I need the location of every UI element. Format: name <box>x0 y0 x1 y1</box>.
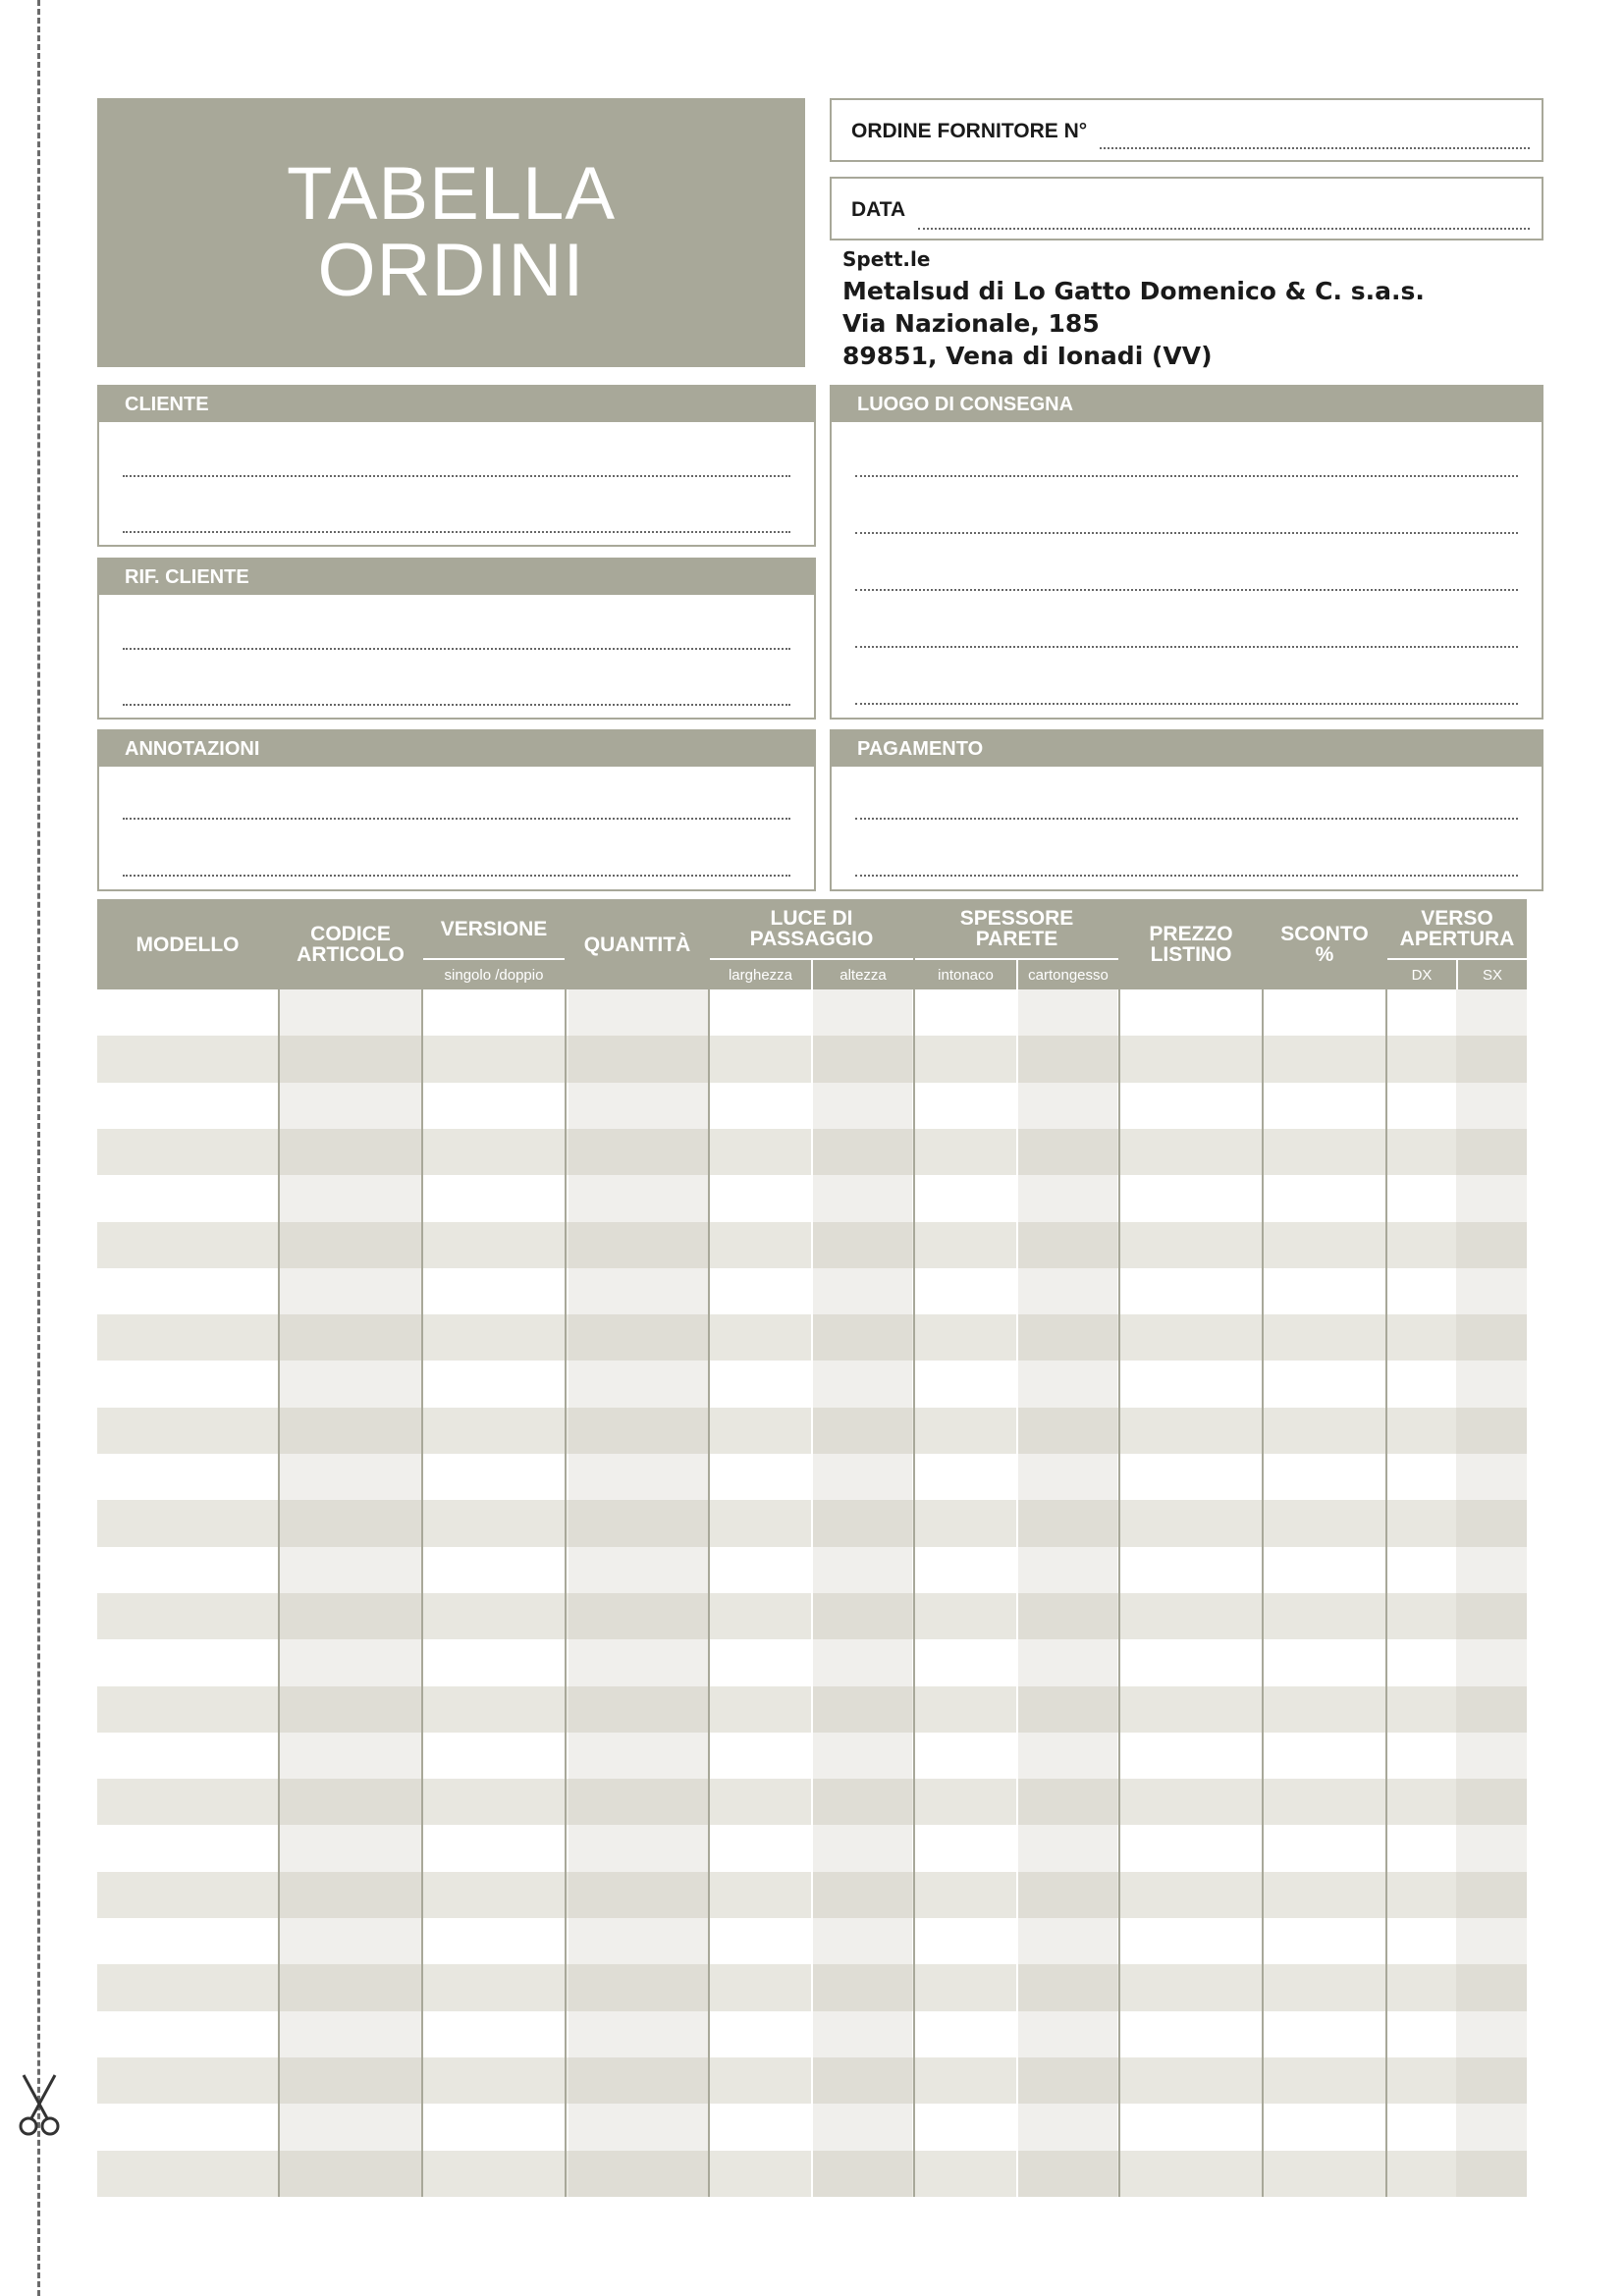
luogo-consegna-header <box>832 387 1542 422</box>
scissors-icon <box>18 2073 61 2138</box>
data-field[interactable] <box>830 177 1543 240</box>
header-versione: VERSIONE <box>423 899 565 958</box>
header-sconto: SCONTO % <box>1264 899 1385 989</box>
header-split <box>1387 958 1527 960</box>
cliente-header <box>99 387 814 422</box>
column-divider <box>278 899 280 2197</box>
pagamento-line <box>855 818 1518 820</box>
annotazioni-panel[interactable] <box>97 729 816 891</box>
header-split <box>710 958 913 960</box>
header-prezzo-listino: PREZZO LISTINO <box>1120 899 1262 989</box>
column-divider <box>565 899 567 2197</box>
city-address: 89851, Vena di Ionadi (VV) <box>842 342 1213 370</box>
luogo-consegna-line <box>855 532 1518 534</box>
luogo-consegna-line <box>855 475 1518 477</box>
column-divider <box>708 899 710 2197</box>
luogo-consegna-line <box>855 646 1518 648</box>
column-divider <box>1118 899 1120 2197</box>
header-cartongesso: cartongesso <box>1018 960 1118 989</box>
title-line-1: TABELLA <box>286 152 617 236</box>
company-name: Metalsud di Lo Gatto Domenico & C. s.a.s. <box>842 277 1425 305</box>
salutation: Spett.le <box>842 247 931 271</box>
subcolumn-divider <box>1016 960 1018 2197</box>
pagamento-label: PAGAMENTO <box>857 738 984 760</box>
title-line-2: ORDINI <box>317 229 585 312</box>
subcolumn-divider <box>1456 960 1458 989</box>
order-table <box>97 899 1527 2197</box>
header-intonaco: intonaco <box>915 960 1016 989</box>
header-split <box>423 958 565 960</box>
column-shade <box>280 989 421 2197</box>
header-versione-sub: singolo /doppio <box>423 960 565 989</box>
rif-cliente-line <box>123 648 790 650</box>
column-shade <box>568 989 710 2197</box>
cliente-line <box>123 531 790 533</box>
cliente-line <box>123 475 790 477</box>
column-shade <box>1456 989 1527 2197</box>
header-dx: DX <box>1387 960 1456 989</box>
rif-cliente-panel[interactable] <box>97 558 816 720</box>
column-divider <box>421 899 423 2197</box>
header-luce-passaggio: LUCE DI PASSAGGIO <box>710 899 913 958</box>
ordine-fornitore-field[interactable] <box>830 98 1543 162</box>
luogo-consegna-panel[interactable] <box>830 385 1543 720</box>
column-shade <box>1016 989 1117 2197</box>
header-quantita: QUANTITÀ <box>567 899 708 989</box>
header-sx: SX <box>1458 960 1527 989</box>
data-label: DATA <box>851 198 906 221</box>
luogo-consegna-line <box>855 589 1518 591</box>
data-dotline <box>918 228 1530 230</box>
annotazioni-label: ANNOTAZIONI <box>125 738 260 760</box>
rif-cliente-line <box>123 704 790 706</box>
street-address: Via Nazionale, 185 <box>842 309 1100 338</box>
rif-cliente-header <box>99 560 814 595</box>
header-split <box>915 958 1118 960</box>
annotazioni-line <box>123 818 790 820</box>
column-divider <box>913 899 915 2197</box>
header-verso-apertura: VERSO APERTURA <box>1387 899 1527 958</box>
rif-cliente-label: RIF. CLIENTE <box>125 566 249 588</box>
ordine-fornitore-label: ORDINE FORNITORE N° <box>851 120 1088 142</box>
header-codice-articolo: CODICE ARTICOLO <box>280 899 421 989</box>
header-larghezza: larghezza <box>710 960 811 989</box>
luogo-consegna-line <box>855 703 1518 705</box>
pagamento-line <box>855 875 1518 877</box>
ordine-fornitore-dotline <box>1100 147 1530 149</box>
title-block <box>97 98 805 367</box>
cliente-panel[interactable] <box>97 385 816 547</box>
cliente-label: CLIENTE <box>125 394 209 415</box>
subcolumn-divider <box>811 960 813 2197</box>
header-modello: MODELLO <box>97 899 278 989</box>
luogo-consegna-label: LUOGO DI CONSEGNA <box>857 394 1074 415</box>
column-divider <box>1262 899 1264 2197</box>
pagamento-header <box>832 731 1542 767</box>
column-shade <box>811 989 912 2197</box>
cut-line <box>37 0 40 2296</box>
annotazioni-header <box>99 731 814 767</box>
column-divider <box>1385 899 1387 2197</box>
header-spessore-parete: SPESSORE PARETE <box>915 899 1118 958</box>
header-altezza: altezza <box>813 960 913 989</box>
pagamento-panel[interactable] <box>830 729 1543 891</box>
recipient-address <box>842 247 1425 372</box>
annotazioni-line <box>123 875 790 877</box>
